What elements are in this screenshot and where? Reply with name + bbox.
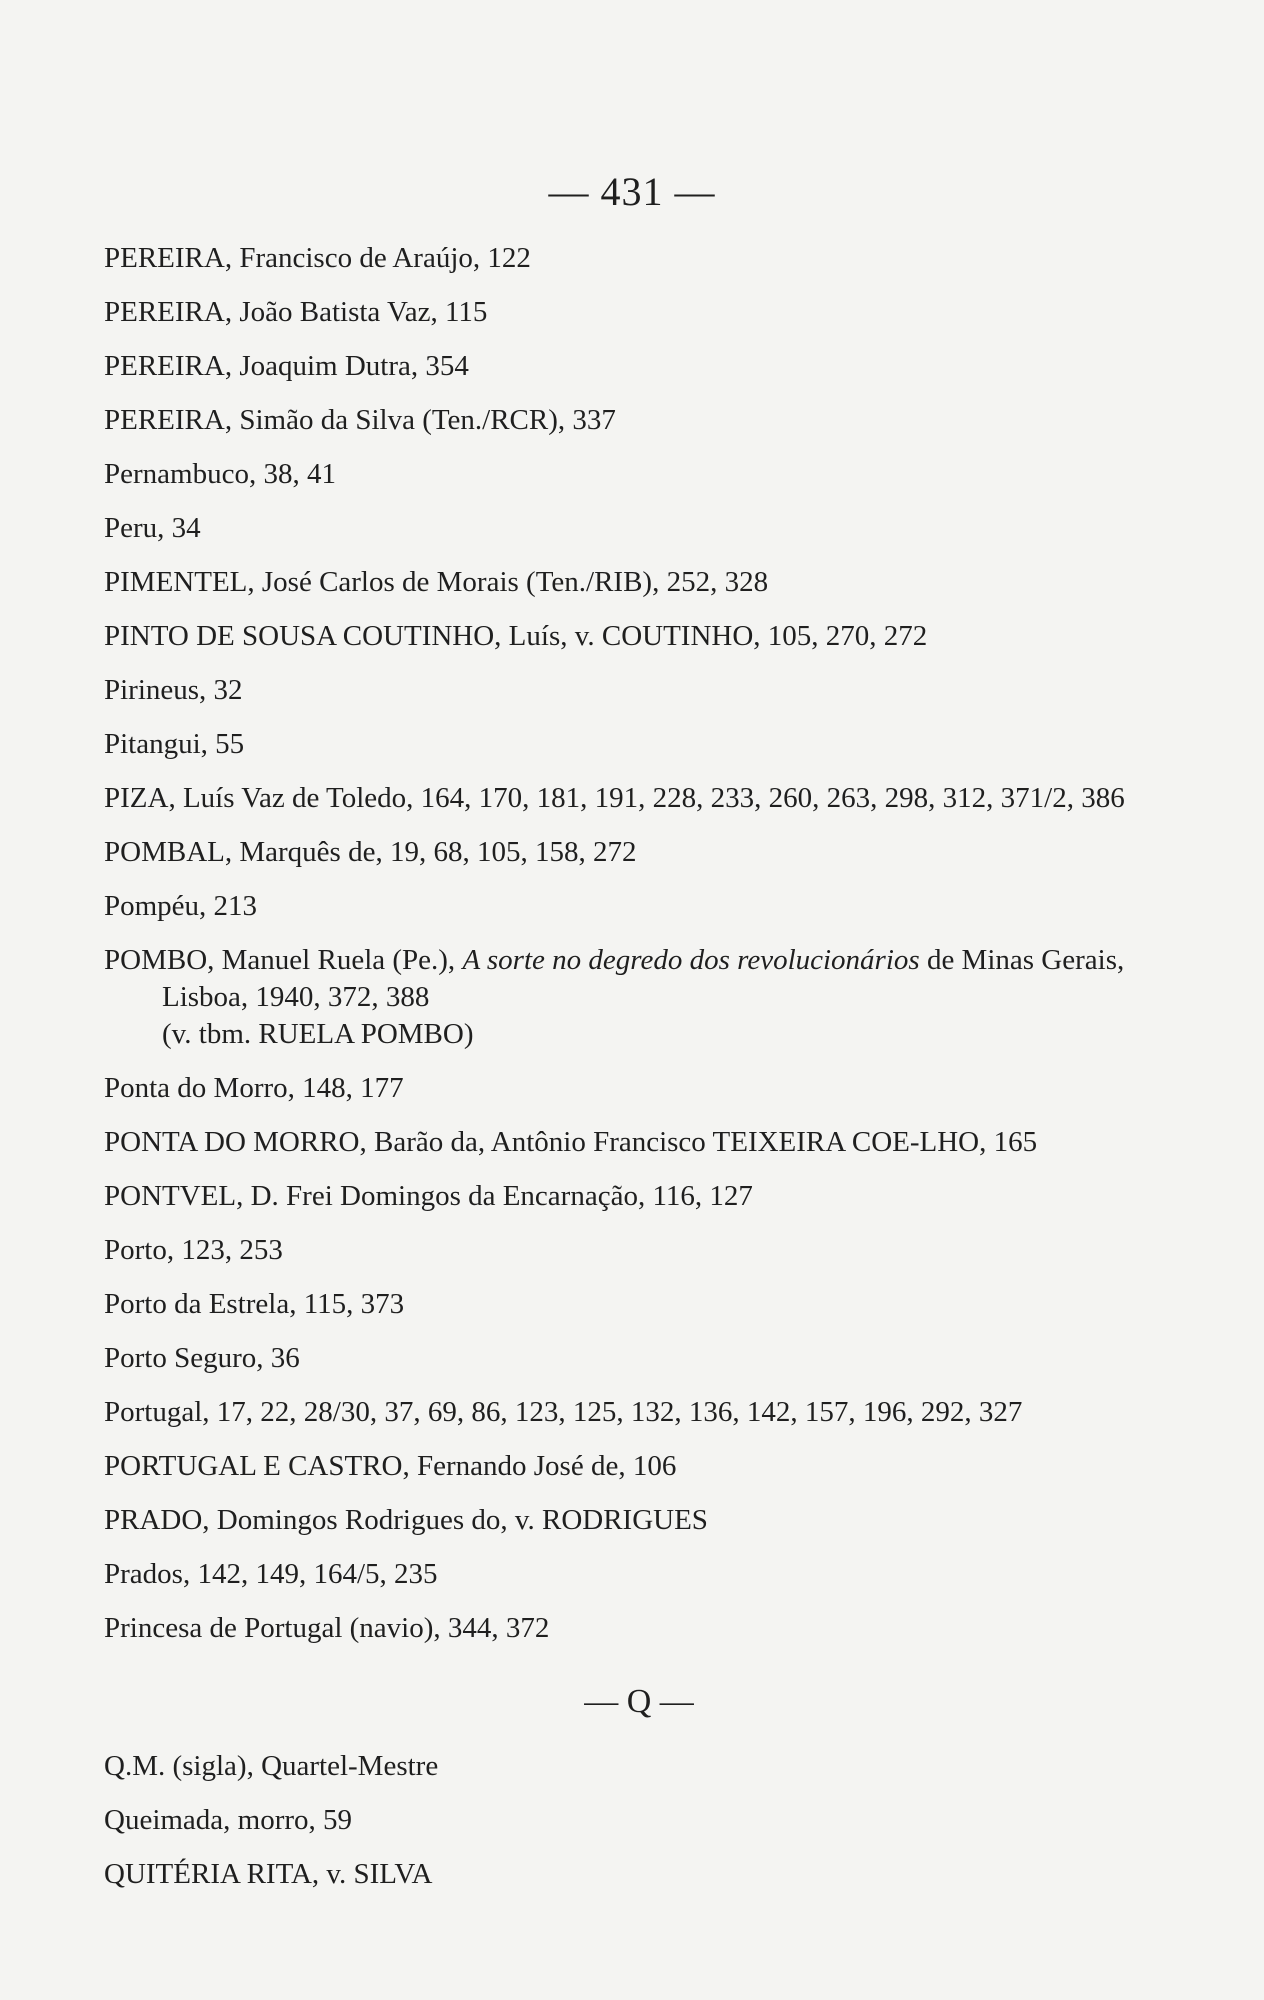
page-number: — 431 — <box>548 169 716 214</box>
index-entry: Pompéu, 213 <box>104 890 258 922</box>
index-entry: PEREIRA, João Batista Vaz, 115 <box>104 296 488 328</box>
index-entry: Porto, 123, 253 <box>104 1234 283 1266</box>
index-entry: PIMENTEL, José Carlos de Morais (Ten./RIB), 252, 328 <box>104 566 769 598</box>
index-entry-pombo <box>104 942 1174 1053</box>
index-entry: Pirineus, 32 <box>104 674 243 706</box>
index-entry: Queimada, morro, 59 <box>104 1804 353 1836</box>
index-entry: PIZA, Luís Vaz de Toledo, 164, 170, 181, 191, 228, 233, 260, 263, 298, 312, 371/2, 386 <box>104 782 1125 814</box>
index-entries <box>104 240 1174 1910</box>
index-entry: POMBAL, Marquês de, 19, 68, 105, 158, 272 <box>104 836 637 868</box>
index-entry: Peru, 34 <box>104 512 201 544</box>
index-entry: PEREIRA, Francisco de Araújo, 122 <box>104 242 531 274</box>
index-entry: Princesa de Portugal (navio), 344, 372 <box>104 1612 550 1644</box>
index-entry: Q.M. (sigla), Quartel-Mestre <box>104 1750 439 1782</box>
index-entry: PRADO, Domingos Rodrigues do, v. RODRIGUES <box>104 1504 708 1536</box>
section-letter-q: — Q — <box>584 1683 694 1720</box>
index-entry: QUITÉRIA RITA, v. SILVA <box>104 1858 433 1890</box>
index-entry: Prados, 142, 149, 164/5, 235 <box>104 1558 438 1590</box>
index-entry: Pitangui, 55 <box>104 728 245 760</box>
index-entry: PEREIRA, Joaquim Dutra, 354 <box>104 350 469 382</box>
index-entry: PONTVEL, D. Frei Domingos da Encarnação, 116, 127 <box>104 1180 753 1212</box>
index-entry: Porto Seguro, 36 <box>104 1342 300 1374</box>
entry-suffix: de Minas Gerais, Lisboa, 1940, 372, 388 <box>162 944 1125 1013</box>
index-entry: Portugal, 17, 22, 28/30, 37, 69, 86, 123, 125, 132, 136, 142, 157, 196, 292, 327 <box>104 1396 1023 1428</box>
entry-note: (v. tbm. RUELA POMBO) <box>162 1018 474 1050</box>
index-entry: PORTUGAL E CASTRO, Fernando José de, 106 <box>104 1450 677 1482</box>
index-entry: PONTA DO MORRO, Barão da, Antônio Francisco TEIXEIRA COE-LHO, 165 <box>104 1126 1038 1158</box>
entry-prefix: POMBO, Manuel Ruela (Pe.), <box>104 944 463 976</box>
book-title: A sorte no degredo dos revolucionários <box>462 944 920 976</box>
index-entry: PEREIRA, Simão da Silva (Ten./RCR), 337 <box>104 404 616 436</box>
index-entry: Porto da Estrela, 115, 373 <box>104 1288 405 1320</box>
index-entry: Pernambuco, 38, 41 <box>104 458 336 490</box>
index-entry: Ponta do Morro, 148, 177 <box>104 1072 404 1104</box>
index-entry: PINTO DE SOUSA COUTINHO, Luís, v. COUTINHO, 105, 270, 272 <box>104 620 928 652</box>
